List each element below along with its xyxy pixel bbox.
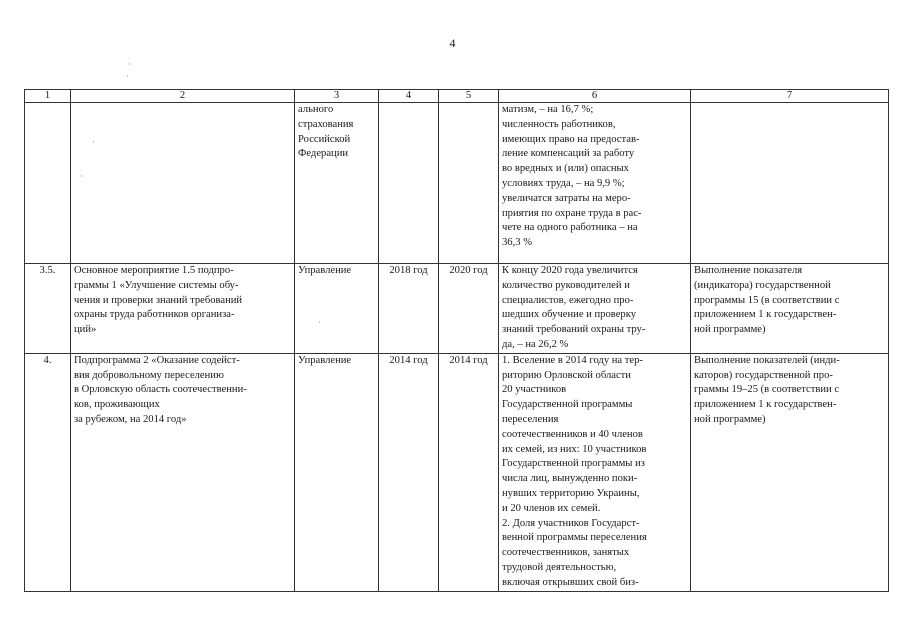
start-year	[379, 103, 439, 264]
end-year: 2020 год	[439, 264, 499, 354]
column-number: 3	[295, 90, 379, 103]
row-number: 3.5.	[25, 264, 71, 354]
scan-artifact: ·	[128, 60, 131, 70]
column-number: 6	[499, 90, 691, 103]
column-number-row	[25, 90, 889, 103]
expected-result: матизм, – на 16,7 %; численность работников, имеющих право на предостав- ление компенсаций за работу во вредных и (или) опасных условиях труда, – на 9,9 %; увеличатся затраты на меро- приятия по охране труда в рас- чете на одного работника – на 36,3 %	[499, 103, 691, 264]
scan-artifact: ·	[92, 138, 95, 148]
expected-result: К концу 2020 года увеличится количество руководителей и специалистов, ежегодно про- шедших обучение и проверку знаний требований охраны тру- да, – на 26,2 %	[499, 264, 691, 354]
indicator-link	[691, 103, 889, 264]
indicator-link: Выполнение показателей (инди- каторов) государственной про- граммы 19–25 (в соответствии с приложением 1 к государствен- ной программе)	[691, 353, 889, 591]
page-number: 4	[449, 36, 456, 50]
executor: Управление	[295, 353, 379, 591]
column-number: 2	[71, 90, 295, 103]
executor: ального страхования Российской Федерации	[295, 103, 379, 264]
measure-name: Подпрограмма 2 «Оказание содейст- вия добровольному переселению в Орловскую область соотечественни- ков, проживающих за рубежом, на 2014 год»	[71, 353, 295, 591]
scan-artifact: ·	[80, 172, 83, 182]
table-row	[25, 353, 889, 591]
row-number	[25, 103, 71, 264]
measure-name: Основное мероприятие 1.5 подпро- граммы 1 «Улучшение системы обу- чения и проверки знаний требований охраны труда работников организа- ций»	[71, 264, 295, 354]
scan-artifact: ·	[126, 72, 129, 82]
indicator-link: Выполнение показателя (индикатора) государственной программы 15 (в соответствии с приложением 1 к государствен- ной программе)	[691, 264, 889, 354]
measures-table	[24, 89, 889, 592]
column-number: 7	[691, 90, 889, 103]
end-year: 2014 год	[439, 353, 499, 591]
column-number: 4	[379, 90, 439, 103]
column-number: 1	[25, 90, 71, 103]
executor: Управление	[295, 264, 379, 354]
table-row	[25, 103, 889, 264]
scan-artifact: ·	[318, 318, 321, 328]
row-number: 4.	[25, 353, 71, 591]
end-year	[439, 103, 499, 264]
table-row	[25, 264, 889, 354]
start-year: 2014 год	[379, 353, 439, 591]
start-year: 2018 год	[379, 264, 439, 354]
expected-result: 1. Вселение в 2014 году на тер- риторию Орловской области 20 участников Государственной программы переселения соотечественников и 40 членов их семей, из них: 10 участников Государственной программы из числа лиц, вынужденно поки- нувших территорию Украины, и 20 членов их семей. 2. Доля участников Государст- венной программы переселения соотечественников, занятых трудовой деятельностью, включая открывших свой биз-	[499, 353, 691, 591]
column-number: 5	[439, 90, 499, 103]
measure-name	[71, 103, 295, 264]
